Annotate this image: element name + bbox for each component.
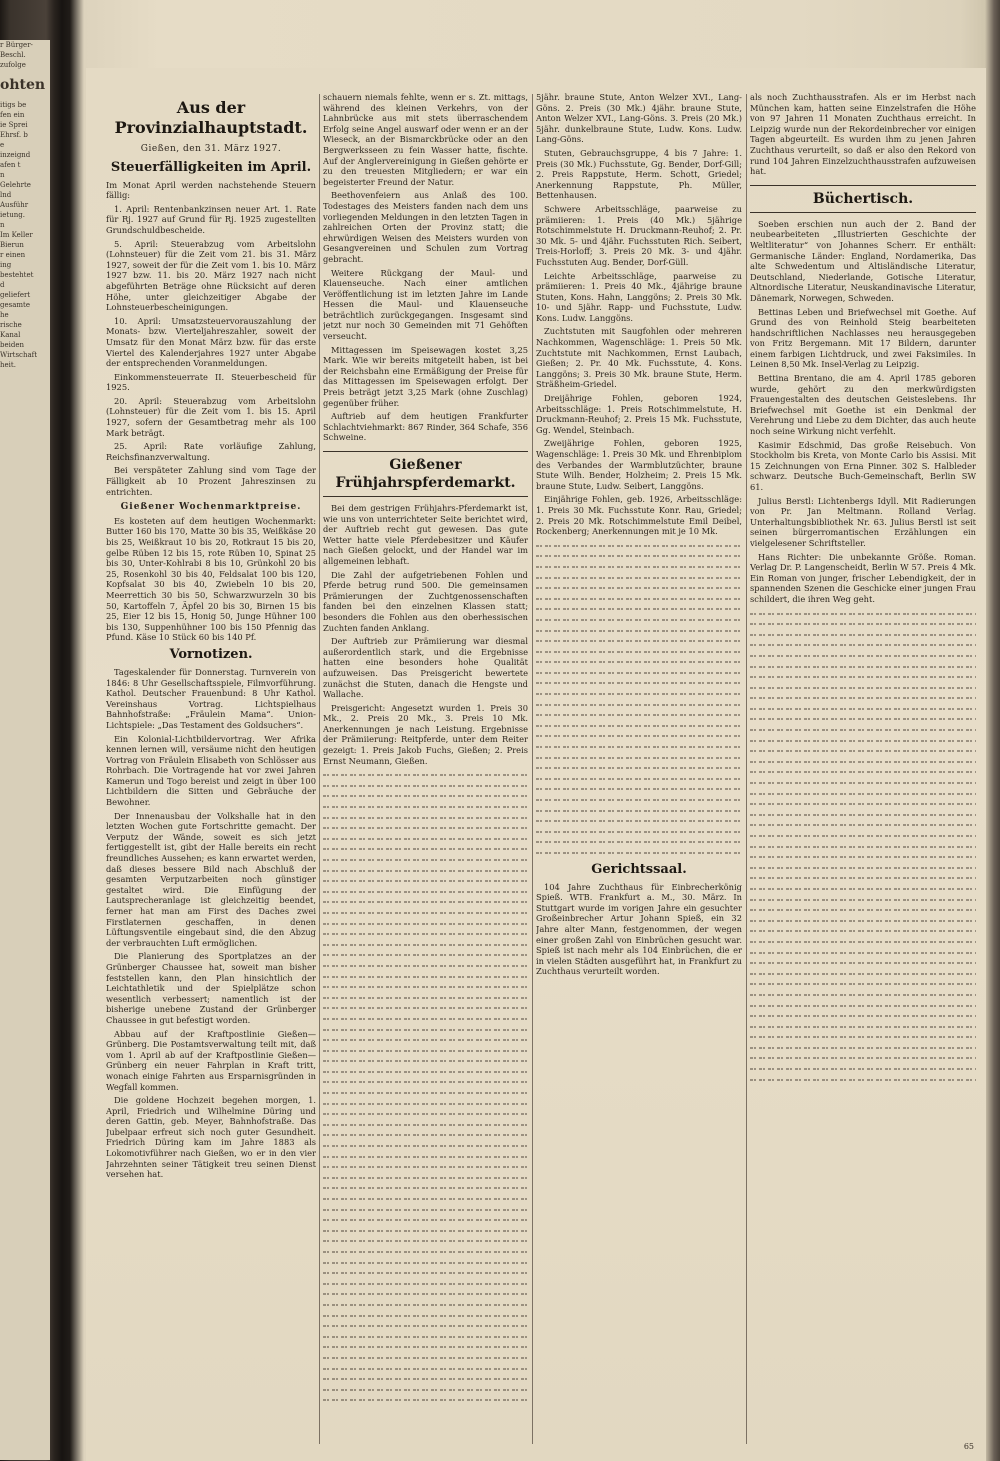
edge-line: he — [0, 311, 9, 319]
edge-line: ietung. — [0, 211, 25, 219]
edge-line: fen ein — [0, 111, 25, 119]
paragraph: Im Monat April werden nachstehende Steuern fällig: — [106, 179, 316, 201]
paragraph: 5jähr. braune Stute, Anton Welzer XVI., Lang-Göns. 2. Preis (30 Mk.) 4jähr. braune Stute, Anton Welzer XVI., Lang-Göns. 3. Preis (20 Mk.) 5jähr. dunkelbraune Stute, Ludw. Kons. Ludw. Lang-Göns. — [536, 92, 742, 145]
paragraph: Leichte Arbeitsschläge, paarweise zu prämiieren: 1. Preis 40 Mk., 4jährige braune Stuten, Kons. Hahn, Langgöns; 2. Preis 30 Mk. 10- und 5jähr. Rapp- und Fuchsstute, Ludw. Kons. Ludw. Langgöns. — [536, 270, 742, 323]
edge-line: ing — [0, 261, 12, 269]
paragraph: 5. April: Steuerabzug vom Arbeitslohn (Lohnsteuer) für die Zeit vom 21. bis 31. März 1927, soweit der für die Zeit vom 1. bis 10. März 1927 bzw. 11. bis 20. März 1927 nach nicht abgeführten Beträge ohne Rücksicht auf deren Höhe, unter gleichzeitiger Abgabe der Lohnsteuerbescheinigungen. — [106, 238, 316, 313]
market-heading: Gießener Wochenmarktpreise. — [120, 502, 302, 513]
text-filler — [750, 608, 976, 1085]
paragraph: Bei dem gestrigen Frühjahrs-Pferdemarkt ist, wie uns von unterrichteter Seite berichtet wird, der Auftrieb recht gut gewesen. Das gute Wetter hatte viele Pferdebesitzer und Käufer nach Gießen gelockt, und der Handel war im allgemeinen lebhaft. — [323, 503, 528, 566]
paragraph: Julius Berstl: Lichtenbergs Idyll. Mit Radierungen von Pr. Jan Meltmann. Rolland Verlag. Unterhaltungsbibliothek Nr. 63. Julius Berstl ist seit seinen bürgerromantischen Erzählungen ein vielgelesener Schriftsteller. — [750, 495, 976, 548]
paragraph: Stuten, Gebrauchsgruppe, 4 bis 7 Jahre: 1. Preis (30 Mk.) Fuchsstute, Gg. Bender, Dorf-Gill; 2. Preis Rappstute, Herm. Schott, Griedel; Anerkennung Rappstute, Ph. Müller, Bettenhausen. — [536, 147, 742, 201]
section-heading: Büchertisch. — [750, 185, 976, 213]
paragraph: Der Auftrieb zur Prämiierung war diesmal außerordentlich stark, und die Ergebnisse hatten eine besonders hohe Qualität aufzuweisen. Das Preisgericht bewertete zunächst die Stuten, danach die Hengste und Wallache. — [323, 636, 528, 700]
edge-line: lnd — [0, 191, 12, 199]
column-rule — [746, 94, 747, 1444]
paragraph: Es kosteten auf dem heutigen Wochenmarkt: Butter 160 bis 170, Matte 30 bis 35, Weißkäse 20 bis 25, Weißkraut 10 bis 20, Rotkraut 15 bis 20, gelbe Rüben 12 bis 15, rote Rüben 10, Spinat 25 bis 30, Unter-Kohlrabi 8 bis 10, Grünkohl 20 bis 25, Rosenkohl 30 bis 40, Feldsalat 100 bis 120, Kopfsalat 30 bis 40, Zwiebeln 10 bis 20, Meerrettich 30 bis 50, Schwarzwurzeln 30 bis 50, Kartoffeln 7, Äpfel 20 bis 30, Birnen 15 bis 25, Eier 12 bis 15, Honig 50, Junge Hühner 100 bis 130, Suppenhühner 100 bis 150 Pfennig das Pfund. Käse 10 Stück 60 bis 140 Pf. — [106, 515, 316, 643]
article-heading: Steuerfälligkeiten im April. — [110, 159, 312, 175]
article-heading: Gerichtssaal. — [591, 861, 687, 877]
column-1 — [106, 92, 316, 1452]
edge-line: gesamte — [0, 301, 30, 309]
edge-line: afen t — [0, 161, 21, 169]
paragraph: Einjährige Fohlen, geb. 1926, Arbeitsschläge: 1. Preis 30 Mk. Fuchsstute Konr. Rau, Griedel; 2. Preis 20 Mk. Rotschimmelstute Emil Deibel, Rockenberg; Anerkennungen mit je 10 Mk. — [536, 494, 742, 537]
paragraph: 104 Jahre Zuchthaus für Einbrecherkönig Spieß. WTB. Frankfurt a. M., 30. März. In Stuttgart wurde im vorigen Jahre ein gesuchter Großeinbrecher Artur Johann Spieß, ein 32 Jahre alter Mann, festgenommen, der wegen einer großen Zahl von Einbrüchen gesucht war. Spieß ist nach mehr als 104 Einbrüchen, die er in vielen Städten ausgeführt hat, in Frankfurt zu Zuchthaus verurteilt worden. — [536, 881, 742, 977]
column-rule — [319, 94, 320, 1444]
paragraph: Weitere Rückgang der Maul- und Klauenseuche. Nach einer amtlichen Veröffentlichung ist im letzten Jahre im Lande Hessen die Maul- und Klauenseuche beträchtlich zurückgegangen. Insgesamt sind jetzt nur noch 30 Gemeinden mit 71 Gehöften verseucht. — [323, 267, 528, 342]
text-filler — [536, 540, 742, 858]
paragraph: Die goldene Hochzeit begehen morgen, 1. April, Friedrich und Wilhelmine Düring und deren Gattin, geb. Meyer, Bahnhofstraße. Das Jubelpaar erfreut sich noch guter Gesundheit. Friedrich Düring kam im Jahre 1883 als Lokomotivführer nach Gießen, wo er in den vier Jahrzehnten seiner Tätigkeit treu seinen Dienst versehen hat. — [106, 1095, 316, 1180]
column-4 — [750, 92, 976, 1452]
paragraph: Tageskalender für Donnerstag. Turnverein von 1846: 8 Uhr Gesellschaftsspiele, Filmvorführung. Kathol. Deutscher Frauenbund: 8 Uhr Kathol. Vereinshaus Vortrag. Lichtspielhaus Bahnhofstraße: „Fräulein Mama“. Union-Lichtspiele: „Das Testament des Goldsuchers“. — [106, 666, 316, 730]
paragraph: Die Zahl der aufgetriebenen Fohlen und Pferde betrug rund 500. Die gemeinsamen Prämierungen der Zuchtgenossenschaften fanden bei den einzelnen Klassen statt; besonders die Fohlen aus den oberhessischen Zuchten fanden Anklang. — [323, 569, 528, 633]
edge-line: geliefert — [0, 291, 31, 299]
edge-heading: ohten — [0, 77, 46, 93]
paragraph: Soeben erschien nun auch der 2. Band der neubearbeiteten „Illustrierten Geschichte der Weltliteratur“ von Johannes Scherr. Er enthält: Germanische Länder: England, Nordamerika, Das alte Schwedentum und Altisländische Literatur, Deutschland, Niederlande, Gotische Literatur, Altnordische Literatur, Neuskandinavische Literatur, Dänemark, Norwegen, Schweden. — [750, 218, 976, 303]
edge-line: Ehrsf. b — [0, 131, 28, 139]
paragraph: Zweijährige Fohlen, geboren 1925, Wagenschläge: 1. Preis 30 Mk. und Ehrenbiplom des Verbandes der Warmblutzüchter, braune Stute Wilh. Bender, Holzheim; 2. Preis 15 Mk. braune Stute, Ludw. Seibert, Langgöns. — [536, 438, 742, 491]
edge-line: d — [0, 281, 5, 289]
edge-line: heit. — [0, 361, 16, 369]
column-2 — [323, 92, 528, 1452]
edge-line: r Bürger- — [0, 41, 33, 49]
paragraph: Schwere Arbeitsschläge, paarweise zu prämiieren: 1. Preis (40 Mk.) 5jährige Rotschimmelstute H. Druckmann-Reuhof; 2. Pr. 30 Mk. 5- und 4jähr. Fuchsstuten Rich. Seibert, Treis-Horloff; 3. Preis 20 Mk. 3- und 4jähr. Fuchsstuten Aug. Bender, Dorf-Güll. — [536, 203, 742, 267]
article-heading: Gießener Frühjahrspferdemarkt. — [323, 451, 528, 497]
edge-line: beiden — [0, 341, 24, 349]
paragraph: Bettina Brentano, die am 4. April 1785 geboren wurde, gehört zu den merkwürdigsten Frauengestalten des deutschen Geisteslebens. Ihr Briefwechsel mit Goethe ist ein Denkmal der Verehrung und Liebe zu dem Dichter, das auch heute noch seine Wirkung nicht verfehlt. — [750, 373, 976, 437]
edge-line: ie Sprei — [0, 121, 28, 129]
paragraph: Die Planierung des Sportplatzes an der Grünberger Chaussee hat, soweit man bisher feststellen kann, den Plan hinsichtlich der Leichtathletik und der Spielplätze schon wesentlich verbessert; namentlich ist der bisherige unebene Zustand der Grünberger Chaussee in gut befestigt worden. — [106, 951, 316, 1025]
edge-line: e — [0, 141, 5, 149]
edge-line: inzeignd — [0, 151, 31, 159]
text-filler — [323, 769, 528, 1405]
paragraph: Auftrieb auf dem heutigen Frankfurter Schlachtviehmarkt: 867 Rinder, 364 Schafe, 356 Schweine. — [323, 411, 528, 443]
paragraph: als noch Zuchthausstrafen. Als er im Herbst nach München kam, hatten seine Einzelstrafen die Höhe von 97 Jahren 11 Monaten Zuchthaus erreicht. In Leipzig wurde nun der Rekordeinbrecher vor einigen Tagen abgeurteilt. Es wurden ihm zu jenen Jahren Zuchthaus verurteilt, so daß er also den Rekord von rund 104 Jahren Einzelzuchthausstrafen aufzuweisen hat. — [750, 92, 976, 177]
paragraph: Kasimir Edschmid, Das große Reisebuch. Von Stockholm bis Kreta, von Monte Carlo bis Assisi. Mit 15 Zeichnungen von Erna Pinner. 302 S. Halbleder schwarz. Deutsche Buch-Gemeinschaft, Berlin SW 61. — [750, 439, 976, 492]
paragraph: Beethovenfeiern aus Anlaß des 100. Todestages des Meisters fanden nach dem uns vorliegenden Meldungen in den letzten Tagen in zahlreichen Orten der Provinz statt; die ehrwürdigen Weisen des Meisters wurden von Gesangvereinen und Schulen zum Vortrag gebracht. — [323, 190, 528, 264]
paragraph: Abbau auf der Kraftpostlinie Gießen—Grünberg. Die Postamtsverwaltung teilt mit, daß vom 1. April ab auf der Kraftpostlinie Gießen—Grünberg ein neuer Fahrplan in Kraft tritt, wonach einige Fahrten aus Ersparnisgründen in Wegfall kommen. — [106, 1028, 316, 1092]
edge-line: Ausführ — [0, 201, 29, 209]
paragraph: 20. April: Steuerabzug vom Arbeitslohn (Lohnsteuer) für die Zeit vom 1. bis 15. April 1927, sofern der Gesamtbetrag mehr als 100 Mark beträgt. — [106, 395, 316, 438]
edge-line: Bierun — [0, 241, 24, 249]
dateline: Gießen, den 31. März 1927. — [140, 144, 282, 154]
paragraph: Bettinas Leben und Briefwechsel mit Goethe. Auf Grund des von Reinhold Steig bearbeiteten handschriftlichen Nachlasses neu herausgegeben von Fritz Bergemann. Mit 17 Bildern, darunter einem farbigen Lichtdruck, und zwei Faksimiles. In Leinen 8,50 Mk. Insel-Verlag zu Leipzig. — [750, 306, 976, 370]
edge-line: bestehtet — [0, 271, 34, 279]
column-3 — [536, 92, 742, 1452]
column-rule — [532, 94, 533, 1444]
edge-line: itigs be — [0, 101, 27, 109]
paragraph: 25. April: Rate vorläufige Zahlung, Reichsfinanzverwaltung. — [106, 441, 316, 462]
edge-line: Im Keller — [0, 231, 33, 239]
paragraph: Ein Kolonial-Lichtbildervortrag. Wer Afrika kennen lernen will, versäume nicht den heutigen Vortrag von Fräulein Elisabeth von Schlösser aus Rohrbach. Die Vortragende hat vor zwei Jahren Kamerun und Togo bereist und zeigt in über 100 Lichtbildern die Sitten und Gebräuche der Bewohner. — [106, 733, 316, 808]
paragraph: Dreijährige Fohlen, geboren 1924, Arbeitsschläge: 1. Preis Rotschimmelstute, H. Druckmann-Reuhof; 2. Preis 15 Mk. Fuchsstute, Gg. Wendel, Steinbach. — [536, 393, 742, 435]
paragraph: Preisgericht: Angesetzt wurden 1. Preis 30 Mk., 2. Preis 20 Mk., 3. Preis 10 Mk. Anerkennungen je nach Leistung. Ergebnisse der Prämiierung: Reitpferde, unter dem Reiter gezeigt: 1. Preis Jakob Fuchs, Gießen; 2. Preis Ernst Neumann, Gießen. — [323, 702, 528, 766]
paragraph: 1. April: Rentenbankzinsen neuer Art. 1. Rate für Rj. 1927 auf Grund für Rj. 1925 zugestellten Grundschuldbescheide. — [106, 203, 316, 235]
paragraph: Hans Richter: Die unbekannte Größe. Roman. Verlag Dr. P. Langenscheidt, Berlin W 57. Preis 4 Mk. Ein Roman von junger, frischer Lebendigkeit, der in spannenden Szenen die Geschicke einer jungen Frau schildert, die ihren Weg geht. — [750, 551, 976, 604]
edge-line: rische — [0, 321, 22, 329]
edge-line: Wirtschaft — [0, 351, 38, 359]
newspaper-page — [86, 68, 986, 1461]
edge-line: n — [0, 221, 5, 229]
paragraph: Der Innenausbau der Volkshalle hat in den letzten Wochen gute Fortschritte gemacht. Der Verputz der Wände, soweit es sich jetzt fertiggestellt ist, gibt der Halle bereits ein recht freundliches Aussehen; es kann erwartet werden, daß dieses bessere Bild nach Abschluß der gesamten Verputzarbeiten noch günstiger gestaltet wird. Die Einfügung der Lautsprecheranlage ist gleichzeitig beendet, ferner hat man am First des Daches zwei Firstlaternen geschaffen, in denen Lüftungsventile eingebaut sind, die den Abzug der verbrauchten Luft ermöglichen. — [106, 810, 316, 948]
paragraph: Zuchtstuten mit Saugfohlen oder mehreren Nachkommen, Wagenschläge: 1. Preis 50 Mk. Zuchtstute mit Nachkommen, Ernst Laubach, Gießen; 2. Pr. 40 Mk. Fuchsstute, 4. Kons. Langgöns; 3. Preis 30 Mk. braune Stute, Herm. Sträßheim-Griedel. — [536, 326, 742, 390]
notices-heading: Vornotizen. — [169, 646, 253, 662]
edge-line: Kanal — [0, 331, 21, 339]
page-number: 65 — [963, 1442, 974, 1451]
paragraph: schauern niemals fehlte, wenn er s. Zt. mittags, während des kleinen Verkehrs, von der Lahnbrücke aus mit stets überraschendem Erfolg seine Angel auswarf oder wenn er an der Wieseck, an der Bismarckbrücke oder an den Bergwerksseen zu fein Wasser hatte, fischte. Auf der Anglervereinigung in Gießen gehörte er zu den treuesten Mitgliedern; er war ein begeisterter Freund der Natur. — [323, 92, 528, 187]
paragraph: 10. April: Umsatzsteuervorauszahlung der Monats- bzw. Vierteljahreszahler, soweit der Umsatz für den Monat März bzw. für das erste Viertel des Kalenderjahres 1927 unter Abgabe der entsprechenden Voranmeldungen. — [106, 315, 316, 369]
paragraph: Bei verspäteter Zahlung sind vom Tage der Fälligkeit ab 10 Prozent Jahreszinsen zu entrichten. — [106, 465, 316, 497]
paragraph: Einkommensteuerrate II. Steuerbescheid für 1925. — [106, 371, 316, 393]
edge-line: Beschl. — [0, 51, 26, 59]
previous-page-edge — [0, 40, 50, 1460]
edge-line: r einen — [0, 251, 26, 259]
edge-line: Gelehrte — [0, 181, 31, 189]
paragraph: Mittagessen im Speisewagen kostet 3,25 Mark. Wie wir bereits mitgeteilt haben, ist bei der Reichsbahn eine Ermäßigung der Preise für das Mittagessen im Speisewagen erfolgt. Der Preis beträgt jetzt 3,25 Mark (ohne Zuschlag) gegenüber früher. — [323, 344, 528, 408]
section-heading: Aus der Provinzialhauptstadt. — [114, 98, 308, 137]
edge-line: zufolge — [0, 61, 26, 69]
edge-line: n — [0, 171, 5, 179]
